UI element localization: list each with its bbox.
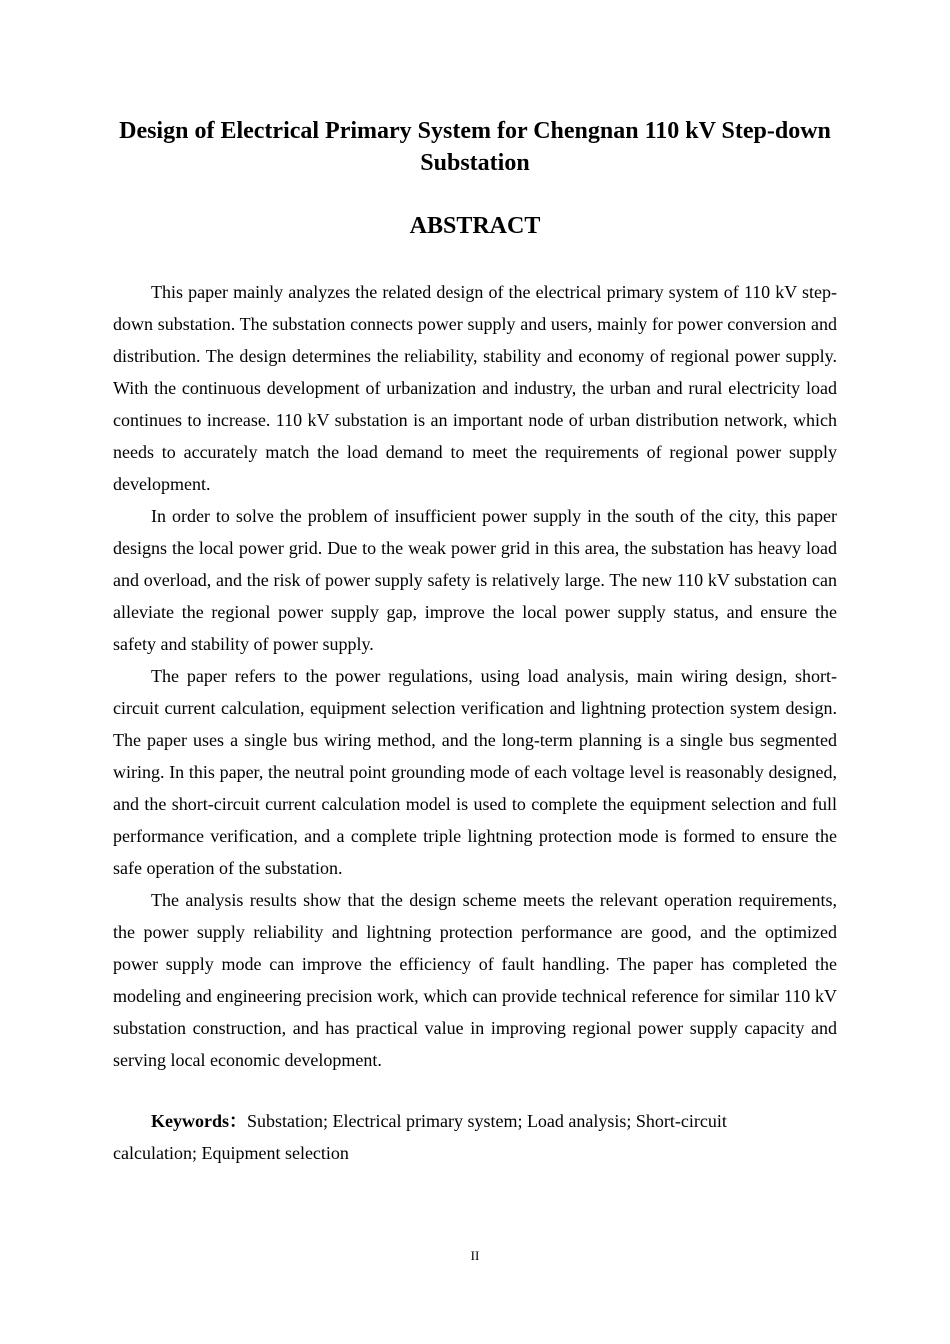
keywords-line (113, 1105, 803, 1169)
keywords-text: Substation; Electrical primary system; Load analysis; Short-circuit calculation; Equipment selection (113, 1111, 727, 1163)
abstract-paragraph-3: The paper refers to the power regulations, using load analysis, main wiring design, short-circuit current calculation, equipment selection verification and lightning protection system design. The paper uses a single bus wiring method, and the long-term planning is a single bus segmented wiring. In this paper, the neutral point grounding mode of each voltage level is reasonably designed, and the short-circuit current calculation model is used to complete the equipment selection and full performance verification, and a complete triple lightning protection mode is formed to ensure the safe operation of the substation. (113, 666, 837, 878)
abstract-paragraph-2: In order to solve the problem of insufficient power supply in the south of the city, this paper designs the local power grid. Due to the weak power grid in this area, the substation has heavy load and overload, and the risk of power supply safety is relatively large. The new 110 kV substation can alleviate the regional power supply gap, improve the local power supply status, and ensure the safety and stability of power supply. (113, 506, 837, 654)
paper-title: Design of Electrical Primary System for Chengnan 110 kV Step-down Substation (119, 118, 831, 176)
keywords-label: Keywords： (151, 1111, 247, 1131)
abstract-paragraph-4: The analysis results show that the design scheme meets the relevant operation requirements, the power supply reliability and lightning protection performance are good, and the optimized power supply mode can improve the efficiency of fault handling. The paper has completed the modeling and engineering precision work, which can provide technical reference for similar 110 kV substation construction, and has practical value in improving regional power supply capacity and serving local economic development. (113, 890, 837, 1070)
abstract-body (113, 276, 837, 1076)
abstract-heading: ABSTRACT (409, 213, 541, 239)
page-number: II (470, 1248, 480, 1263)
abstract-paragraph-1: This paper mainly analyzes the related design of the electrical primary system of 110 kV step-down substation. The substation connects power supply and users, mainly for power conversion and distribution. The design determines the reliability, stability and economy of regional power supply. With the continuous development of urbanization and industry, the urban and rural electricity load continues to increase. 110 kV substation is an important node of urban distribution network, which needs to accurately match the load demand to meet the requirements of regional power supply development. (113, 282, 837, 494)
